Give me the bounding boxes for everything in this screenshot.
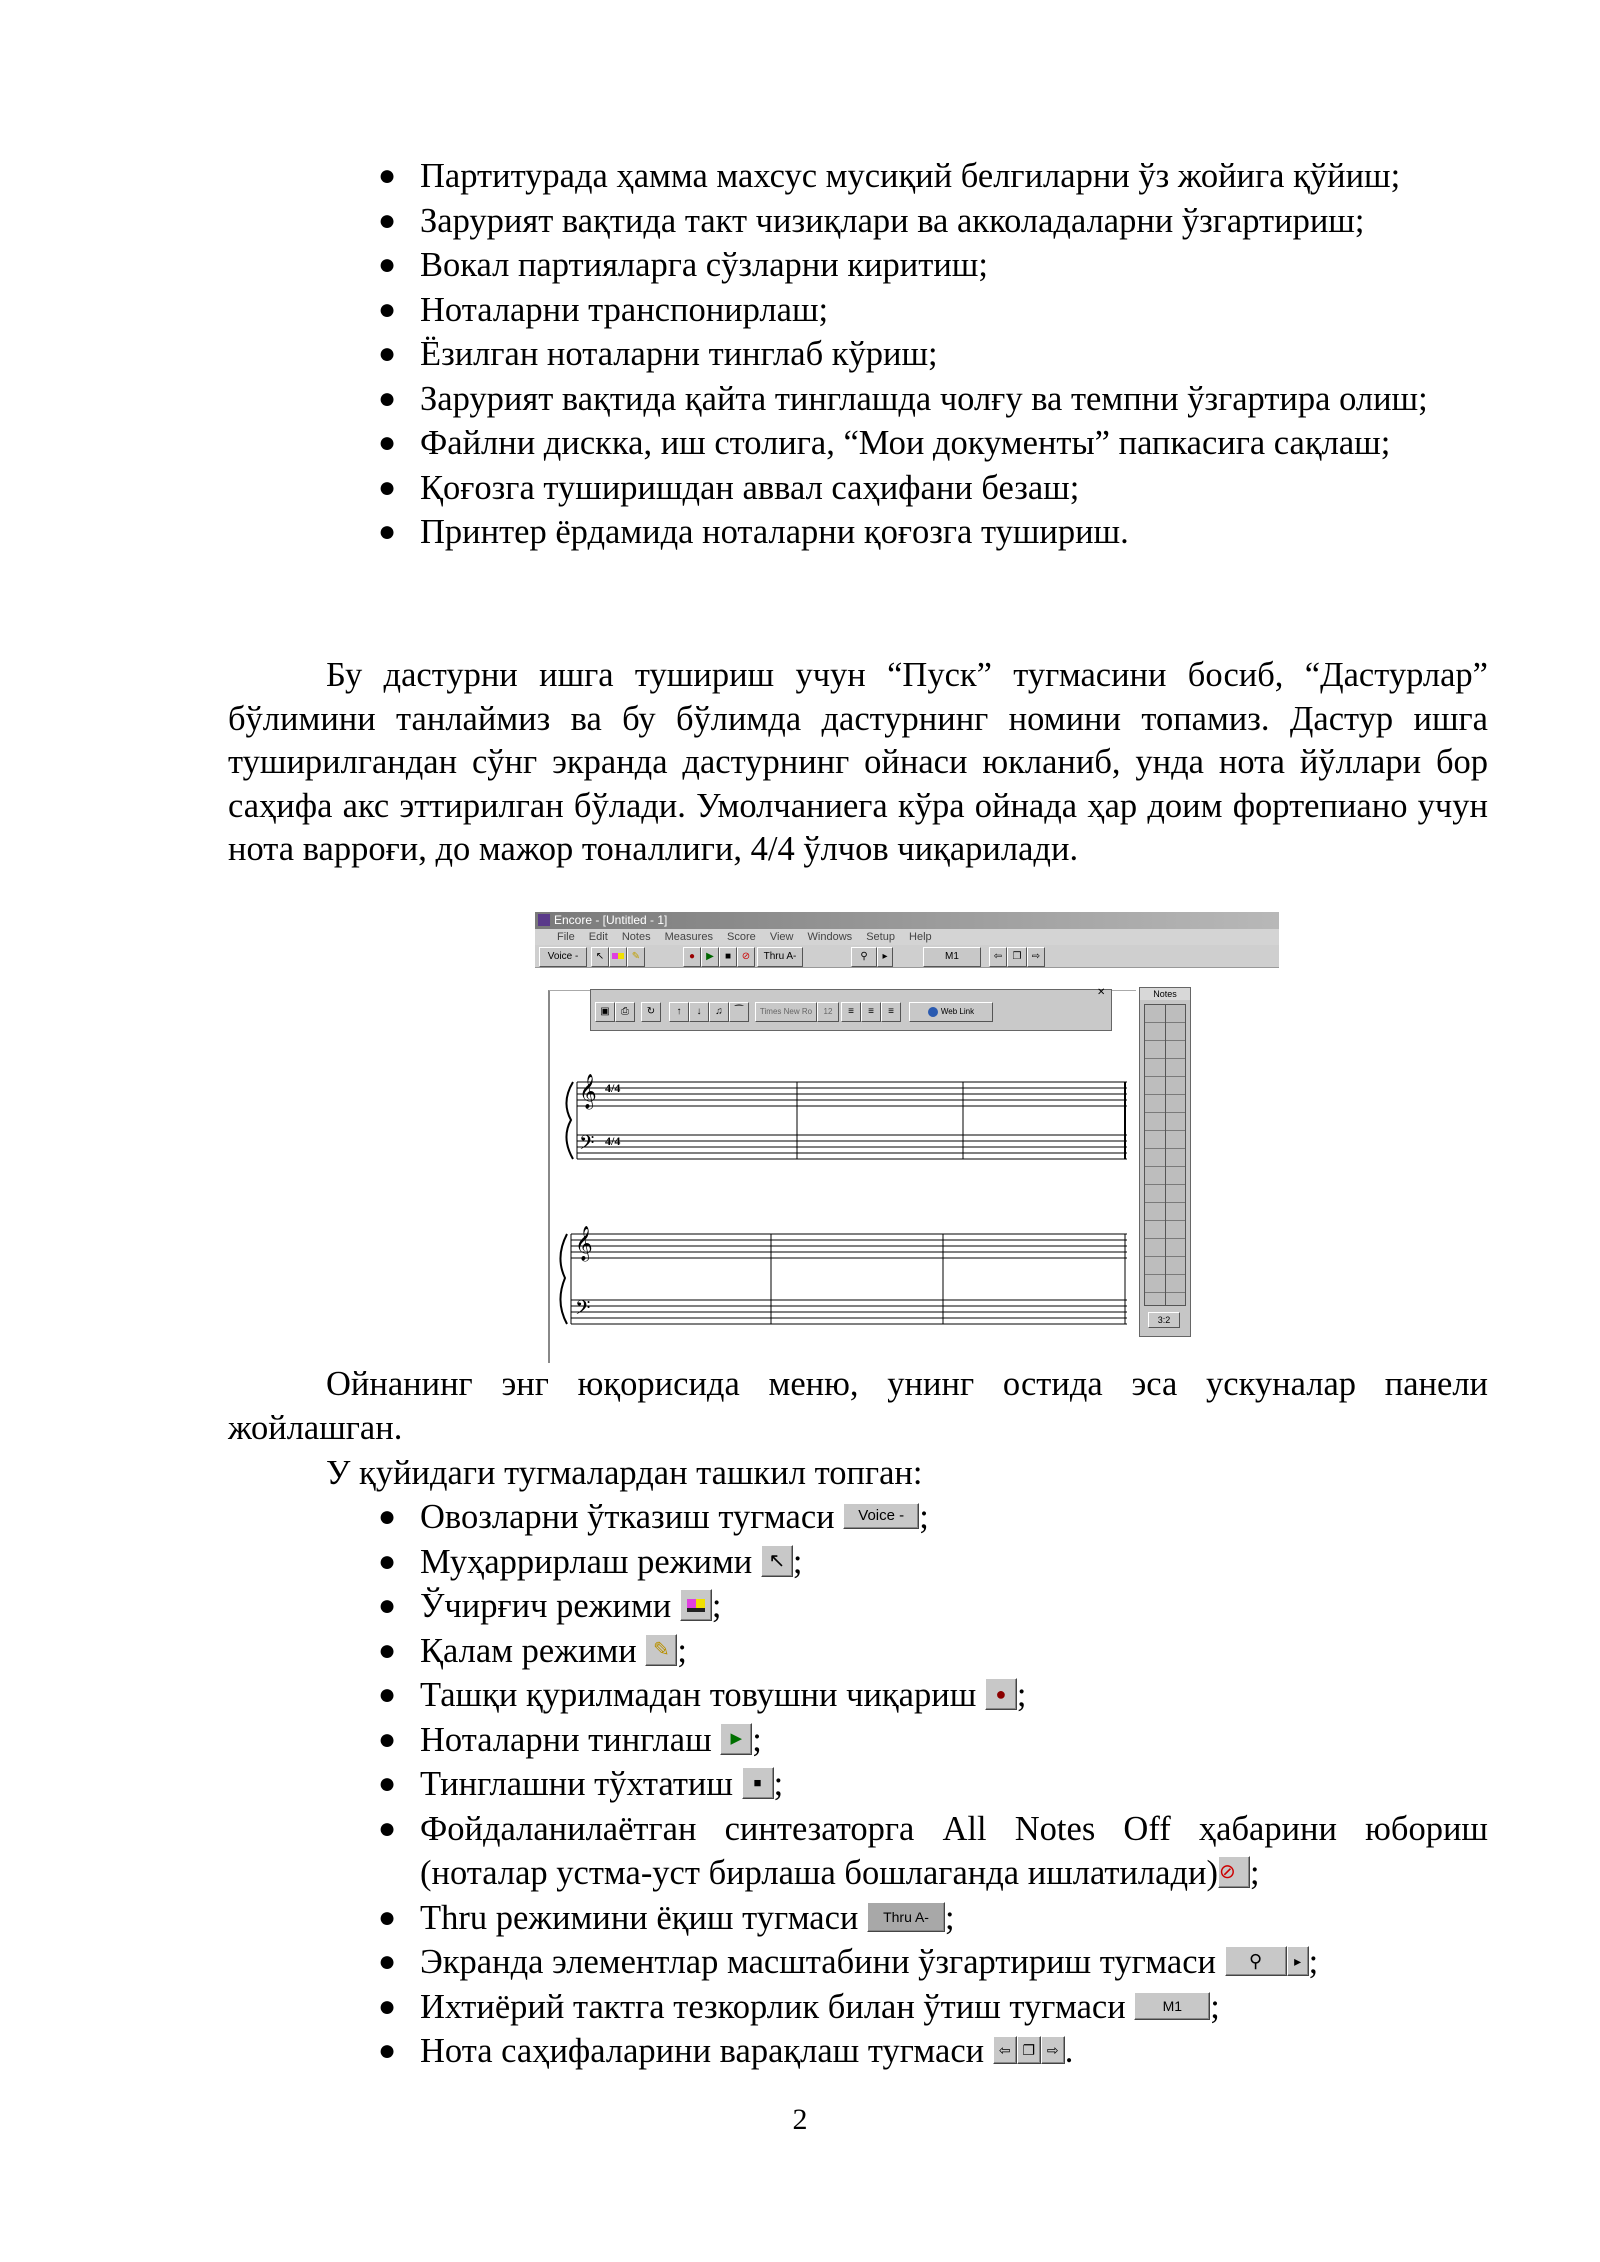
voice-button[interactable]: Voice - (539, 947, 587, 967)
print-icon[interactable]: ⎙ (615, 1002, 635, 1022)
align-right-icon[interactable]: ≡ (881, 1002, 901, 1022)
tie-icon[interactable]: ⁀ (729, 1002, 749, 1022)
list-item: ● Thru режимини ёқиш тугмаси Thru A- ; (0, 1896, 1488, 1941)
list-item: ● Ёзилган ноталарни тинглаб кўриш; (0, 332, 1488, 377)
list-item: ● Ноталарни тинглаш ▶ ; (0, 1718, 1488, 1763)
thru-button[interactable]: Thru A- (757, 947, 803, 967)
list-item: ● Экранда элементлар масштабини ўзгартириш тугмаси ⚲ ▸ ; (0, 1940, 1488, 1985)
menu-windows[interactable]: Windows (807, 931, 853, 943)
window-titlebar: Encore - [Untitled - 1] (535, 912, 1279, 929)
menu-view[interactable]: View (769, 931, 794, 943)
list-item: ● Партитурада ҳамма махсус мусиқий белгиларни ўз жойига қўйиш; (0, 154, 1488, 199)
bullet-icon: ● (378, 203, 397, 237)
beam-icon[interactable]: ♫ (709, 1002, 729, 1022)
list-item: ● Ихтиёрий тактга тезкорлик билан ўтиш тугмаси M1 ; (0, 1985, 1488, 2030)
all-notes-off-icon: ⊘ (1218, 1856, 1250, 1888)
staff-system-1 (566, 1082, 1127, 1159)
zoom-icon[interactable]: ⚲ (851, 947, 877, 967)
menu-notes[interactable]: Notes (621, 931, 651, 943)
bullet-icon: ● (378, 292, 397, 326)
bullet-icon: ● (378, 1900, 397, 1934)
treble-clef-icon: 𝄞 (579, 1074, 597, 1109)
record-icon: ● (985, 1678, 1017, 1710)
list-item: ● Принтер ёрдамида ноталарни қоғозга тушириш. (0, 510, 1488, 555)
measure-button[interactable]: M1 (923, 947, 981, 967)
menu-measures[interactable]: Measures (664, 931, 713, 943)
bass-clef-icon: 𝄢 (579, 1131, 595, 1159)
page-icon[interactable]: ❐ (1007, 947, 1027, 967)
zoom-arrow-icon: ▸ (1287, 1946, 1309, 1976)
page-prev-icon: ⇦ (993, 2036, 1017, 2064)
list-item: ● Ташқи қурилмадан товушни чиқариш ● ; (0, 1673, 1488, 1718)
pencil-icon[interactable]: ✎ (627, 947, 645, 967)
treble-clef-icon: 𝄞 (575, 1226, 593, 1261)
encore-screenshot (535, 912, 1279, 1362)
stem-up-icon[interactable]: ↑ (669, 1002, 689, 1022)
bullet-icon: ● (378, 1989, 397, 2023)
align-center-icon[interactable]: ≡ (861, 1002, 881, 1022)
bullet-icon: ● (378, 1767, 397, 1800)
bullet-icon: ● (378, 2034, 397, 2067)
bullet-icon: ● (378, 1678, 397, 1711)
voice-button-icon: Voice - (843, 1503, 919, 1529)
tuplet-button[interactable]: 3:2 (1148, 1312, 1180, 1328)
record-icon[interactable]: ● (683, 947, 701, 967)
bullet-icon: ● (378, 1945, 397, 1978)
stop-icon[interactable]: ■ (719, 947, 737, 967)
time-signature-bass: 4/4 (605, 1134, 621, 1148)
bullet-icon: ● (378, 1811, 397, 1845)
palette-title: Notes (1140, 988, 1190, 1000)
buttons-intro: У қуйидаги тугмалардан ташкил топган: (326, 1454, 923, 1492)
zoom-arrow-icon[interactable]: ▸ (877, 947, 893, 967)
time-signature-treble: 4/4 (605, 1081, 621, 1095)
refresh-icon[interactable]: ↻ (641, 1002, 661, 1022)
font-field[interactable]: Times New Ro (755, 1002, 817, 1022)
menu-score[interactable]: Score (727, 931, 756, 943)
list-item: ● Зарурият вақтида такт чизиқлари ва акколадаларни ўзгартириш; (0, 199, 1488, 244)
stop-icon: ■ (742, 1767, 774, 1799)
staff-system-2 (560, 1234, 1127, 1324)
page-prev-icon[interactable]: ⇦ (989, 947, 1007, 967)
list-item: ● Тинглашни тўхтатиш ■ ; (0, 1762, 1488, 1807)
notes-palette (1139, 987, 1191, 1337)
pencil-icon: ✎ (645, 1634, 677, 1666)
bullet-icon: ● (378, 248, 397, 281)
list-item: ● Вокал партияларга сўзларни киритиш; (0, 243, 1488, 288)
list-item: ● Файлни дискка, иш столига, “Мои документы” папкасига сақлаш; (0, 421, 1488, 466)
menu-help[interactable]: Help (909, 931, 932, 943)
play-icon: ▶ (720, 1723, 752, 1755)
bullet-icon: ● (378, 515, 397, 548)
list-item: ● Муҳаррирлаш режими ↖ ; (0, 1540, 1488, 1585)
toolbar-buttons-list (0, 1495, 1488, 2074)
menu-setup[interactable]: Setup (866, 931, 895, 943)
feature-list (0, 154, 1488, 555)
bullet-icon: ● (378, 1633, 397, 1667)
bullet-icon: ● (378, 426, 397, 459)
page-next-icon[interactable]: ⇨ (1027, 947, 1045, 967)
menu-file[interactable]: File (557, 931, 575, 943)
close-icon[interactable]: ✕ (1097, 987, 1106, 998)
save-icon[interactable]: ▣ (595, 1002, 615, 1022)
align-left-icon[interactable]: ≡ (841, 1002, 861, 1022)
intro-paragraph: Бу дастурни ишга тушириш учун “Пуск” тугмасини босиб, “Дастурлар” бўлимини танлаймиз ва бу бўлимда дастурнинг номини топамиз. Дастур ишга туширилгандан сўнг экранда дастурнинг ойнаси юкланиб, унда нота йўллари бор саҳифа акс эттирилган бўлади. Умолчаниега кўра ойнада ҳар доим фортепиано учун нота варроғи, до мажор тоналлиги, 4/4 ўлчов чиқарилади. (228, 656, 1488, 869)
thru-button-icon: Thru A- (867, 1902, 945, 1932)
arrow-cursor-icon: ↖ (761, 1545, 793, 1577)
eraser-icon (680, 1589, 712, 1621)
bullet-icon: ● (378, 159, 397, 192)
bullet-icon: ● (378, 1722, 397, 1756)
list-item: ● Қоғозга туширишдан аввал саҳифани безаш; (0, 466, 1488, 511)
list-item: ● Овозларни ўтказиш тугмаси Voice - ; (0, 1495, 1488, 1540)
list-item: ● Ноталарни транспонирлаш; (0, 288, 1488, 333)
size-field[interactable]: 12 (817, 1002, 839, 1022)
menu-edit[interactable]: Edit (588, 931, 608, 943)
measure-button-icon: M1 (1134, 1992, 1210, 2020)
bullet-icon: ● (378, 470, 397, 504)
zoom-icon: ⚲ (1225, 1946, 1287, 1976)
page-number: 2 (792, 2103, 808, 2136)
menu-paragraph: Ойнанинг энг юқорисида меню, унинг остида эса ускуналар панели жойлашган. (228, 1365, 1488, 1447)
web-link-button[interactable]: Web Link (909, 1002, 993, 1022)
list-item: ● Ўчирғич режими ; (0, 1584, 1488, 1629)
page-icon: ❐ (1017, 2036, 1041, 2064)
all-notes-off-icon[interactable]: ⊘ (737, 947, 755, 967)
page-next-icon: ⇨ (1041, 2036, 1065, 2064)
arrow-cursor-icon[interactable]: ↖ (591, 947, 609, 967)
bullet-icon: ● (378, 337, 397, 370)
bullet-icon: ● (378, 1544, 397, 1578)
bullet-icon: ● (378, 1589, 397, 1622)
bass-clef-icon: 𝄢 (575, 1296, 591, 1324)
bullet-icon: ● (378, 381, 397, 415)
note-buttons-grid[interactable] (1144, 1004, 1186, 1306)
list-item: ● Зарурият вақтида қайта тинглашда чолғу ва темпни ўзгартира олиш; (0, 377, 1488, 422)
list-item: ● Нота саҳифаларини варақлаш тугмаси ⇦ ❐ ⇨ . (0, 2029, 1488, 2074)
list-item: ● Қалам режими ✎ ; (0, 1629, 1488, 1674)
play-icon[interactable]: ▶ (701, 947, 719, 967)
stem-down-icon[interactable]: ↓ (689, 1002, 709, 1022)
list-item: ● Фойдаланилаётган синтезаторга All Notes Off ҳабарини юбориш (ноталар устма-уст бирлаша бошлаганда ишлатилади)⊘ ; (0, 1807, 1488, 1896)
bullet-icon: ● (378, 1500, 397, 1533)
